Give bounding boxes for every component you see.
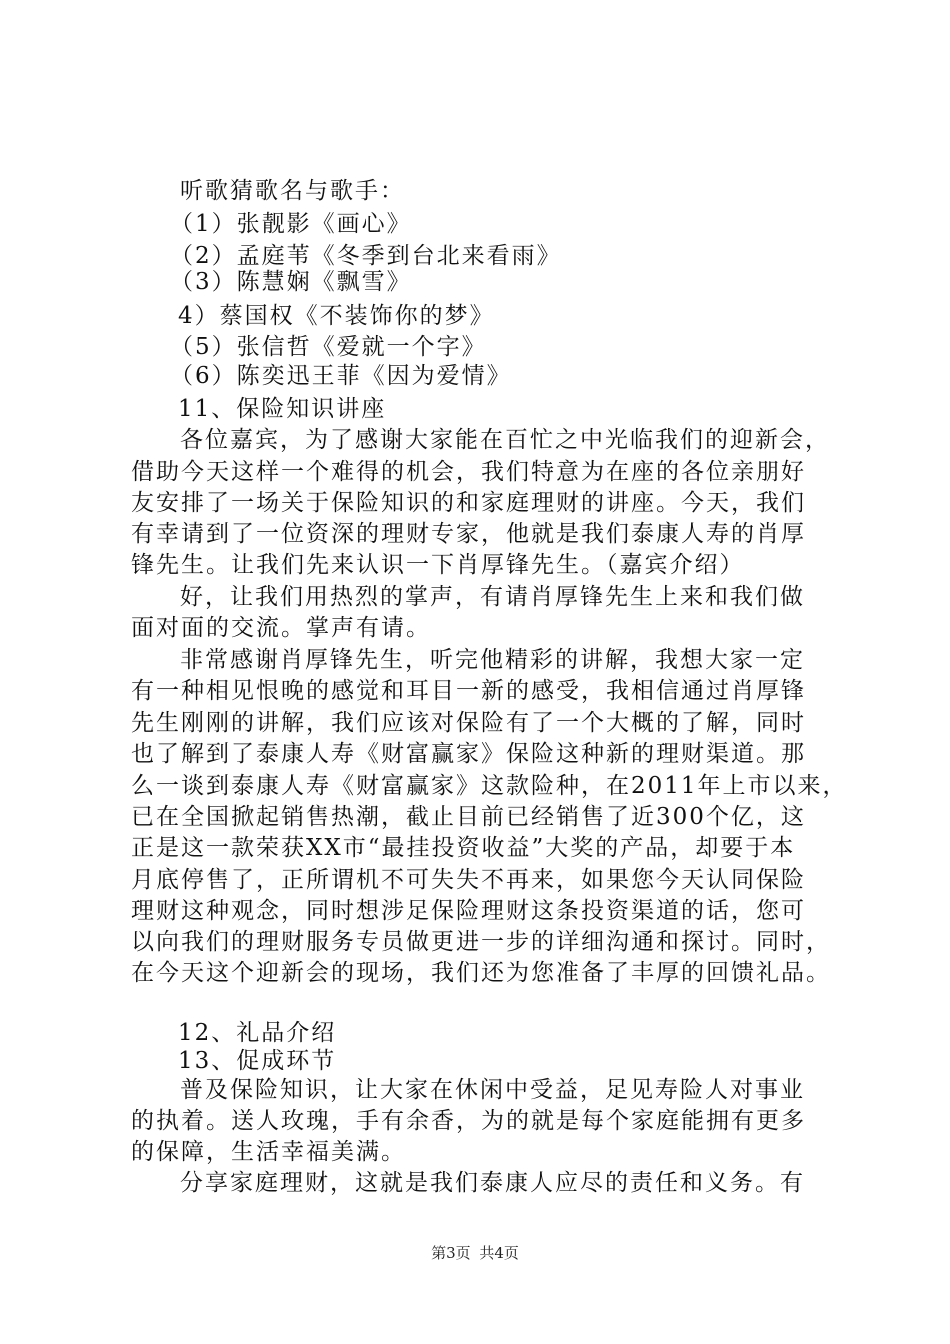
- text-line: 友安排了一场关于保险知识的和家庭理财的讲座。今天，我们: [131, 490, 806, 516]
- page-total: 共4页: [479, 1244, 519, 1262]
- page-footer: [0, 1243, 950, 1263]
- text-line: 理财这种观念，同时想涉足保险理财这条投资渠道的话，您可: [131, 898, 806, 924]
- text-line: 4）蔡国权《不装饰你的梦》: [178, 303, 495, 329]
- text-line: 正是这一款荣获XX市“最挂投资收益”大奖的产品，却要于本: [131, 835, 796, 861]
- text-line: 有幸请到了一位资深的理财专家，他就是我们泰康人寿的肖厚: [131, 521, 806, 547]
- text-line: 的保障，生活幸福美满。: [131, 1139, 406, 1165]
- text-line: （2）孟庭苇《冬季到台北来看雨》: [170, 243, 562, 269]
- text-line: 么一谈到泰康人寿《财富赢家》这款险种，在2011年上市以来，: [131, 773, 848, 799]
- text-line: 先生刚刚的讲解，我们应该对保险有了一个大概的了解，同时: [131, 710, 806, 736]
- text-line: 好，让我们用热烈的掌声，有请肖厚锋先生上来和我们做: [180, 584, 805, 610]
- text-line: 锋先生。让我们先来认识一下肖厚锋先生。（嘉宾介绍）: [131, 552, 745, 578]
- text-line: （6）陈奕迅王菲《因为爱情》: [170, 363, 512, 389]
- text-line: 面对面的交流。掌声有请。: [131, 615, 431, 641]
- section-heading: 11、保险知识讲座: [178, 396, 387, 422]
- text-line: 分享家庭理财，这就是我们泰康人应尽的责任和义务。有: [180, 1170, 805, 1196]
- section-heading: 12、礼品介绍: [178, 1020, 337, 1046]
- text-line: （1）张靓影《画心》: [170, 211, 412, 237]
- section-heading: 13、促成环节: [178, 1048, 337, 1074]
- text-line: 非常感谢肖厚锋先生，听完他精彩的讲解，我想大家一定: [180, 647, 805, 673]
- text-line: 普及保险知识，让大家在休闲中受益，足见寿险人对事业: [180, 1077, 805, 1103]
- text-line: 有一种相见恨晚的感觉和耳目一新的感受，我相信通过肖厚锋: [131, 678, 806, 704]
- text-line: （5）张信哲《爱就一个字》: [170, 334, 487, 360]
- text-line: 的执着。送人玫瑰，手有余香，为的就是每个家庭能拥有更多: [131, 1108, 806, 1134]
- text-line: 也了解到了泰康人寿《财富赢家》保险这种新的理财渠道。那: [131, 741, 806, 767]
- text-line: 以向我们的理财服务专员做更进一步的详细沟通和探讨。同时，: [131, 929, 831, 955]
- text-line: 月底停售了，正所谓机不可失失不再来，如果您今天认同保险: [131, 867, 806, 893]
- page-number: 第3页: [431, 1244, 471, 1262]
- text-line: 在今天这个迎新会的现场，我们还为您准备了丰厚的回馈礼品。: [131, 960, 831, 986]
- text-line: 借助今天这样一个难得的机会，我们特意为在座的各位亲朋好: [131, 459, 806, 485]
- text-line: 已在全国掀起销售热潮，截止目前已经销售了近300个亿，这: [131, 804, 806, 830]
- text-line: （3）陈慧娴《飘雪》: [170, 269, 412, 295]
- text-line: 各位嘉宾，为了感谢大家能在百忙之中光临我们的迎新会，: [180, 427, 830, 453]
- text-line: 听歌猜歌名与歌手：: [180, 178, 405, 204]
